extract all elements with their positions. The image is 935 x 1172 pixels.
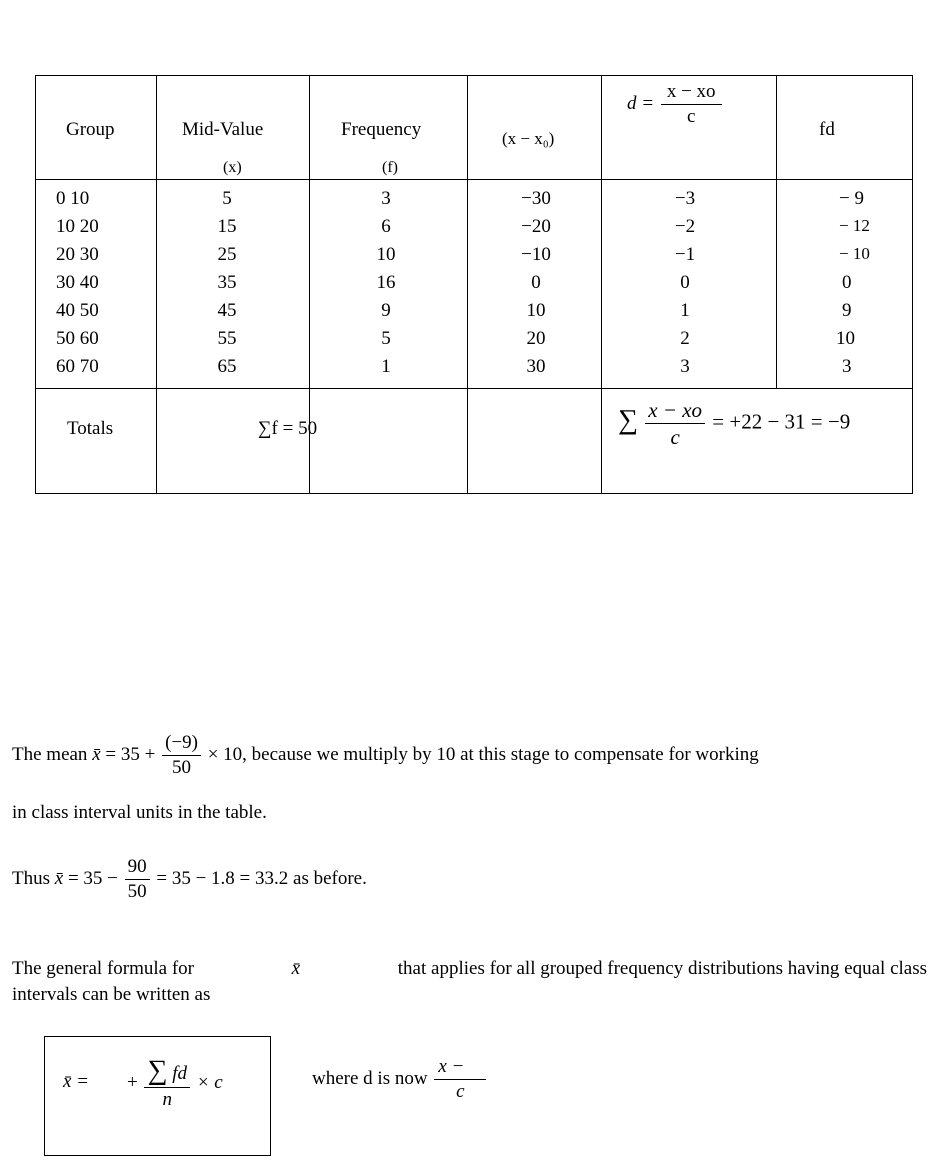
column-divider (156, 76, 157, 493)
header-mid-value-symbol: (x) (223, 159, 242, 176)
cell-fd: − 9 (839, 188, 864, 209)
general-line-1 (12, 958, 927, 980)
cell-group: 60 70 (56, 356, 99, 377)
where-denominator: c (456, 1080, 465, 1102)
cell-fd: 10 (836, 328, 855, 349)
formula-sigma-icon: ∑ (147, 1055, 168, 1086)
thus-denominator: 50 (127, 880, 147, 902)
cell-mid-value: 15 (217, 216, 237, 237)
general-xbar: x̄ (291, 958, 301, 979)
totals-divider (36, 388, 912, 389)
cell-frequency: 10 (376, 244, 396, 265)
totals-result: = +22 − 31 = −9 (712, 409, 851, 434)
totals-denominator: c (670, 425, 680, 450)
cell-deviation: −20 (521, 216, 551, 237)
mean-line-2: in class interval units in the table. (12, 802, 267, 823)
cell-deviation: −10 (521, 244, 551, 265)
cell-group: 50 60 (56, 328, 99, 349)
cell-d: 1 (680, 300, 690, 321)
general-line-2: intervals can be written as (12, 984, 211, 1005)
mean-numerator: (−9) (162, 733, 201, 756)
formula-plus: + (127, 1071, 138, 1093)
cell-d: 3 (680, 356, 690, 377)
general-tail: that applies for all grouped frequency distributions having equal class (397, 958, 927, 979)
cell-d: −2 (674, 216, 696, 237)
mean-xbar: x̄ (92, 743, 101, 765)
thus-equation (12, 857, 367, 902)
formula-lhs (63, 1071, 89, 1093)
thus-fraction (125, 857, 150, 902)
cell-fd: − 10 (839, 244, 870, 263)
mean-eq: = 35 + (105, 743, 156, 765)
cell-d: −3 (674, 188, 696, 209)
header-frequency-symbol: (f) (382, 159, 398, 176)
cell-d: 0 (680, 272, 690, 293)
header-divider (36, 179, 912, 180)
header-mid-value: Mid-Value (182, 119, 264, 140)
cell-frequency: 6 (381, 216, 391, 237)
cell-deviation: 20 (526, 328, 546, 349)
cell-mid-value: 65 (217, 356, 237, 377)
mean-lead: The mean (12, 743, 88, 765)
totals-numerator: x − xo (645, 399, 705, 424)
general-lead: The general formula for (12, 958, 194, 979)
cell-deviation: −30 (521, 188, 551, 209)
header-frequency: Frequency (341, 119, 422, 140)
cell-group: 30 40 (56, 272, 99, 293)
cell-deviation: 0 (531, 272, 541, 293)
formula-box (44, 1036, 271, 1156)
where-numerator: x − (434, 1057, 486, 1080)
cell-mid-value: 5 (222, 188, 232, 209)
header-deviation: (x − x₀) (502, 129, 555, 148)
formula-fraction (144, 1057, 190, 1110)
header-d-formula (627, 82, 724, 127)
where-text: where d is now (312, 1067, 428, 1089)
cell-frequency: 1 (381, 356, 391, 377)
cell-frequency: 3 (381, 188, 391, 209)
cell-frequency: 5 (381, 328, 391, 349)
column-divider (601, 76, 602, 493)
cell-group: 20 30 (56, 244, 99, 265)
totals-sum-d (618, 399, 850, 448)
formula-denominator: n (162, 1089, 172, 1110)
cell-fd: − 12 (839, 216, 870, 235)
formula-times-c: × c (196, 1071, 223, 1093)
where-fraction (434, 1057, 486, 1102)
d-formula-fraction (661, 82, 722, 127)
cell-d: 2 (680, 328, 690, 349)
mean-fraction (162, 733, 201, 778)
mean-tail: × 10, because we multiply by 10 at this stage to compensate for working (207, 743, 759, 765)
mean-equation (12, 733, 759, 778)
cell-group: 0 10 (56, 188, 90, 209)
d-formula-numerator: x − xo (661, 82, 722, 105)
cell-group: 40 50 (56, 300, 99, 321)
formula-fd: fd (172, 1063, 187, 1084)
d-formula-denominator: c (686, 105, 696, 127)
totals-sigma-icon: ∑ (618, 404, 638, 436)
frequency-table (35, 75, 913, 494)
thus-lead: Thus (12, 867, 50, 889)
cell-fd: 3 (842, 356, 852, 377)
formula-lhs-text: x̄ = (63, 1071, 90, 1092)
cell-mid-value: 55 (217, 328, 237, 349)
column-divider (467, 76, 468, 493)
mean-denominator: 50 (172, 756, 191, 778)
cell-deviation: 30 (526, 356, 546, 377)
cell-mid-value: 25 (217, 244, 237, 265)
totals-sum-frequency: ∑f = 50 (258, 418, 318, 439)
header-group: Group (66, 119, 115, 140)
cell-mid-value: 35 (217, 272, 237, 293)
d-formula-lhs: d = (627, 92, 655, 114)
thus-xbar: x̄ (54, 867, 64, 889)
thus-eq: = 35 − (67, 867, 118, 889)
cell-mid-value: 45 (217, 300, 237, 321)
thus-tail: = 35 − 1.8 = 33.2 as before. (156, 867, 367, 889)
cell-deviation: 10 (526, 300, 546, 321)
cell-d: −1 (674, 244, 696, 265)
cell-fd: 0 (842, 272, 852, 293)
formula-rhs (127, 1057, 223, 1110)
cell-fd: 9 (842, 300, 852, 321)
cell-frequency: 16 (376, 272, 396, 293)
where-clause (312, 1057, 488, 1102)
column-divider (776, 76, 777, 388)
cell-group: 10 20 (56, 216, 99, 237)
header-fd: fd (819, 119, 835, 140)
totals-label: Totals (67, 418, 114, 439)
cell-frequency: 9 (381, 300, 391, 321)
formula-numerator (144, 1057, 190, 1088)
totals-fraction (645, 399, 705, 448)
thus-numerator: 90 (125, 857, 150, 880)
